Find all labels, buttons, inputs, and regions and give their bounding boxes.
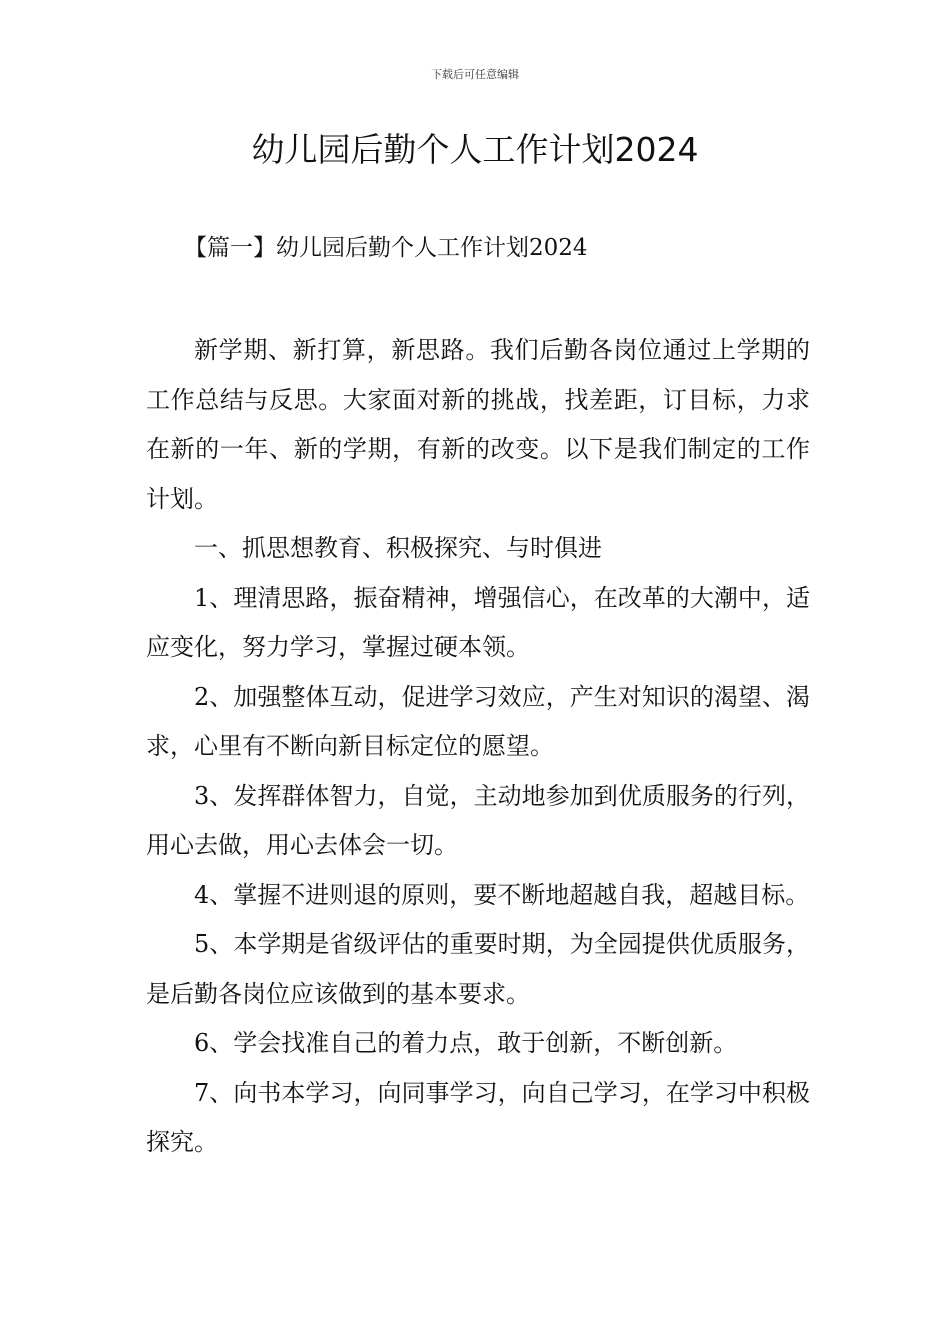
document-body: [146, 326, 810, 1168]
paragraph-item-2: 2、加强整体互动，促进学习效应，产生对知识的渴望、渴求，心里有不断向新目标定位的愿望。: [146, 682, 810, 760]
header-note: 下载后可任意编辑: [431, 68, 519, 81]
section-heading: 【篇一】幼儿园后勤个人工作计划2024: [184, 235, 588, 261]
paragraph-item-5: 5、本学期是省级评估的重要时期，为全园提供优质服务，是后勤各岗位应该做到的基本要求。: [146, 930, 810, 1008]
paragraph-item-3: 3、发挥群体智力，自觉，主动地参加到优质服务的行列，用心去做，用心去体会一切。: [146, 781, 810, 859]
paragraph-subheading: 一、抓思想教育、积极探究、与时俱进: [194, 534, 602, 562]
paragraph-intro: 新学期、新打算，新思路。我们后勤各岗位通过上学期的工作总结与反思。大家面对新的挑战，找差距，订目标，力求在新的一年、新的学期，有新的改变。以下是我们制定的工作计划。: [146, 336, 810, 513]
paragraph-item-4: 4、掌握不进则退的原则，要不断地超越自我，超越目标。: [194, 880, 810, 909]
paragraph-item-7: 7、向书本学习，向同事学习，向自己学习，在学习中积极探究。: [146, 1078, 810, 1156]
paragraph-item-1: 1、理清思路，振奋精神，增强信心，在改革的大潮中，适应变化，努力学习，掌握过硬本领。: [146, 583, 810, 661]
document-title: 幼儿园后勤个人工作计划2024: [251, 130, 699, 169]
paragraph-item-6: 6、学会找准自己的着力点，敢于创新，不断创新。: [194, 1029, 738, 1057]
